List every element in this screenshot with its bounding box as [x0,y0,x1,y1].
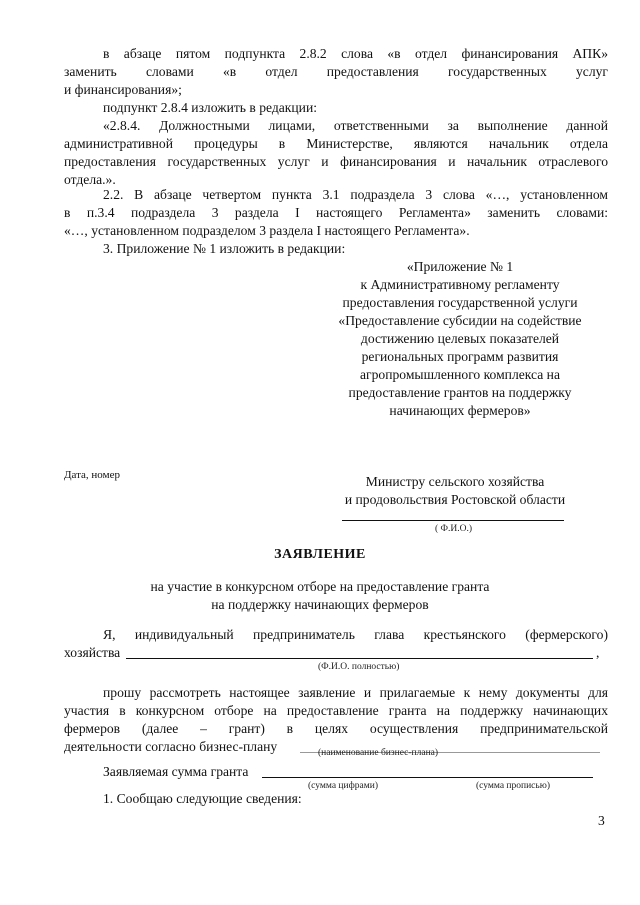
amendment-p3-line3: предоставления государственных услуг и финансирования и начальник отраслевого [64,154,608,169]
form-title: ЗАЯВЛЕНИЕ [274,547,366,562]
date-number-label: Дата, номер [64,469,120,481]
applicant-line2-prefix: хозяйства [64,645,121,660]
amendment-p5: 3. Приложение № 1 изложить в редакции: [103,241,346,256]
appendix-line9: начинающих фермеров» [389,403,531,418]
amendment-p4-line1: 2.2. В абзаце четвертом пункта 3.1 подраздела 3 слова «…, установленном [103,187,608,202]
amendment-p1-line3: и финансирования»; [64,82,182,97]
amendment-p4-line2: в п.3.4 подраздела 3 раздела I настоящего Регламента» заменить словами: [64,205,608,220]
addressee-line1: Министру сельского хозяйства [365,474,545,489]
form-subtitle-line1: на участие в конкурсном отборе на предоставление гранта [150,579,490,594]
applicant-line2-comma: , [596,645,600,660]
appendix-line7: агропромышленного комплекса на [360,367,560,382]
amendment-p1-line2: заменить словами «в отдел предоставления государственных услуг [64,64,608,79]
amendment-p3-line4: отдела.». [64,172,116,187]
appendix-line4: «Предоставление субсидии на содействие [338,313,582,328]
applicant-line1: Я, индивидуальный предприниматель глава крестьянского (фермерского) [103,627,608,642]
page-number: 3 [598,813,605,828]
request-line2: участия в конкурсном отборе на предоставление гранта на поддержку начинающих [64,703,608,718]
appendix-line5: достижению целевых показателей [360,331,560,346]
applicant-caption: (Ф.И.О. полностью) [318,662,400,672]
appendix-line8: предоставление грантов на поддержку [348,385,572,400]
form-subtitle-line2: на поддержку начинающих фермеров [211,597,429,612]
appendix-line2: к Административному регламенту [360,277,560,292]
info-line: 1. Сообщаю следующие сведения: [103,791,302,806]
business-plan-caption: (наименование бизнес-плана) [318,748,439,758]
fio-underline [342,520,564,521]
amount-caption-words: (сумма прописью) [476,781,550,791]
applicant-name-field[interactable] [126,658,593,659]
amendment-p4-line3: «…, установленном подразделом 3 раздела I настоящего Регламента». [64,223,470,238]
amount-field[interactable] [262,777,593,778]
amendment-p2: подпункт 2.8.4 изложить в редакции: [103,100,318,115]
fio-caption: ( Ф.И.О.) [435,524,473,534]
amendment-p3-line1: «2.8.4. Должностными лицами, ответственными за выполнение данной [103,118,608,133]
amendment-p1-line1: в абзаце пятом подпункта 2.8.2 слова «в отдел финансирования АПК» [103,46,608,61]
appendix-line1: «Приложение № 1 [406,259,514,274]
amount-caption-digits: (сумма цифрами) [308,781,378,791]
amendment-p3-line2: административной процедуры в Министерстве, являются начальник отдела [64,136,608,151]
appendix-line6: региональных программ развития [361,349,559,364]
addressee-line2: и продовольствия Ростовской области [344,492,566,507]
request-line3: фермеров (далее – грант) в целях осуществления предпринимательской [64,721,608,736]
appendix-line3: предоставления государственной услуги [342,295,578,310]
request-line4-prefix: деятельности согласно бизнес-плану [64,739,278,754]
request-line1: прошу рассмотреть настоящее заявление и прилагаемые к нему документы для [103,685,608,700]
amount-label: Заявляемая сумма гранта [103,764,249,779]
